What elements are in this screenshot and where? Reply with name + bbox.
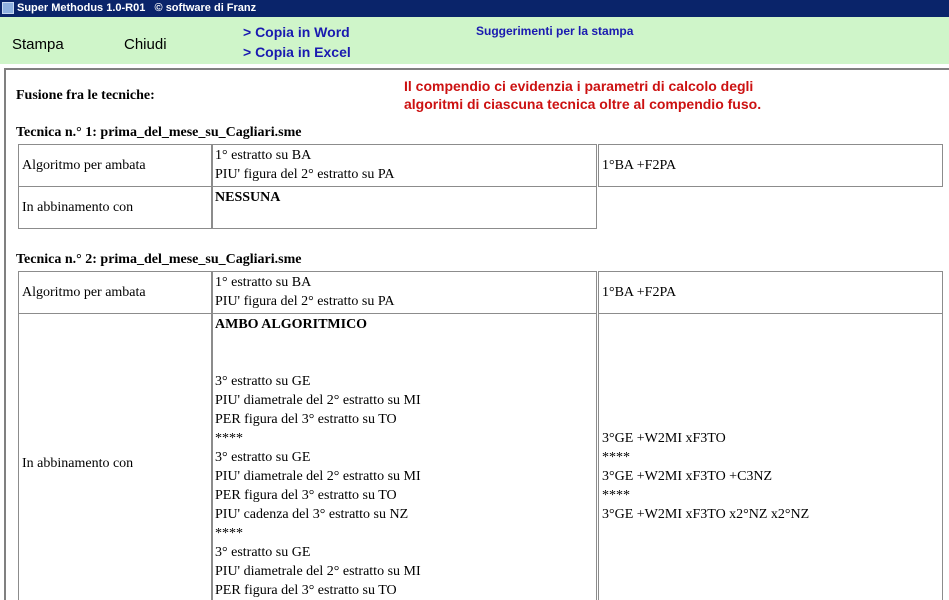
result-line: ****: [602, 450, 630, 465]
cell-text: Algoritmo per ambata: [22, 285, 146, 300]
detail-line: ****: [215, 526, 243, 541]
result-line: ****: [602, 488, 630, 503]
tech2-ambata-detail: [211, 271, 597, 314]
detail-line: 3° estratto su GE: [215, 374, 311, 389]
copia-word-link[interactable]: > Copia in Word: [243, 24, 350, 40]
tech2-abbinamento-result: [598, 313, 943, 600]
tech1-title: Tecnica n.° 1: prima_del_mese_su_Cagliari.sme: [16, 125, 302, 140]
note-line: algoritmi di ciascuna tecnica oltre al compendio fuso.: [404, 96, 762, 112]
detail-line: PER figura del 3° estratto su TO: [215, 412, 397, 427]
cell-text: In abbinamento con: [22, 200, 134, 215]
note-line: Il compendio ci evidenzia i parametri di calcolo degli: [404, 78, 754, 94]
tech2-abbinamento-label: [18, 313, 213, 600]
cell-text: 1°BA +F2PA: [602, 158, 677, 173]
report-view[interactable]: [4, 68, 949, 600]
tech2-ambata-label: [18, 271, 213, 314]
tech1-abbinamento-label: [18, 186, 213, 229]
spacer: [215, 334, 593, 372]
result-line: 3°GE +W2MI xF3TO: [602, 431, 726, 446]
chiudi-button[interactable]: Chiudi: [124, 36, 167, 53]
detail-line: PER figura del 3° estratto su TO: [215, 583, 397, 598]
detail-line: PIU' diametrale del 2° estratto su MI: [215, 564, 421, 579]
suggerimenti-link[interactable]: Suggerimenti per la stampa: [476, 24, 634, 38]
copia-excel-link[interactable]: > Copia in Excel: [243, 44, 351, 60]
window-title: Super Methodus 1.0-R01 © software di Franz: [17, 2, 257, 14]
detail-line: PIU' diametrale del 2° estratto su MI: [215, 469, 421, 484]
cell-text: In abbinamento con: [22, 455, 134, 471]
detail-line: 1° estratto su BA: [215, 275, 312, 290]
result-line: 3°GE +W2MI xF3TO x2°NZ x2°NZ: [602, 507, 810, 522]
cell-text: 1°BA +F2PA: [602, 285, 677, 300]
title-bar: [0, 0, 949, 17]
detail-line: 1° estratto su BA: [215, 148, 312, 163]
detail-line: PIU' diametrale del 2° estratto su MI: [215, 393, 421, 408]
app-icon: [2, 2, 14, 14]
cell-text: Algoritmo per ambata: [22, 158, 146, 173]
report-heading: Fusione fra le tecniche:: [16, 88, 155, 103]
detail-line: ****: [215, 431, 243, 446]
detail-line: PIU' figura del 2° estratto su PA: [215, 294, 395, 309]
tech1-abbinamento-value: [211, 186, 597, 229]
tech2-abbinamento-detail: [211, 313, 597, 600]
detail-line: PIU' cadenza del 3° estratto su NZ: [215, 507, 409, 522]
tech1-ambata-detail: [211, 144, 597, 187]
detail-line: PIU' figura del 2° estratto su PA: [215, 167, 395, 182]
detail-line: PER figura del 3° estratto su TO: [215, 488, 397, 503]
detail-line: 3° estratto su GE: [215, 545, 311, 560]
ambo-heading: AMBO ALGORITMICO: [215, 317, 368, 332]
report-note: [404, 77, 761, 113]
stampa-button[interactable]: Stampa: [12, 36, 64, 53]
tech1-ambata-result: [598, 144, 943, 187]
detail-line: 3° estratto su GE: [215, 450, 311, 465]
tech2-title: Tecnica n.° 2: prima_del_mese_su_Cagliari.sme: [16, 252, 302, 267]
cell-text: NESSUNA: [215, 190, 281, 205]
toolbar: [0, 17, 949, 64]
tech1-ambata-label: [18, 144, 213, 187]
spacer: [602, 315, 939, 429]
result-line: 3°GE +W2MI xF3TO +C3NZ: [602, 469, 773, 484]
tech2-ambata-result: [598, 271, 943, 314]
